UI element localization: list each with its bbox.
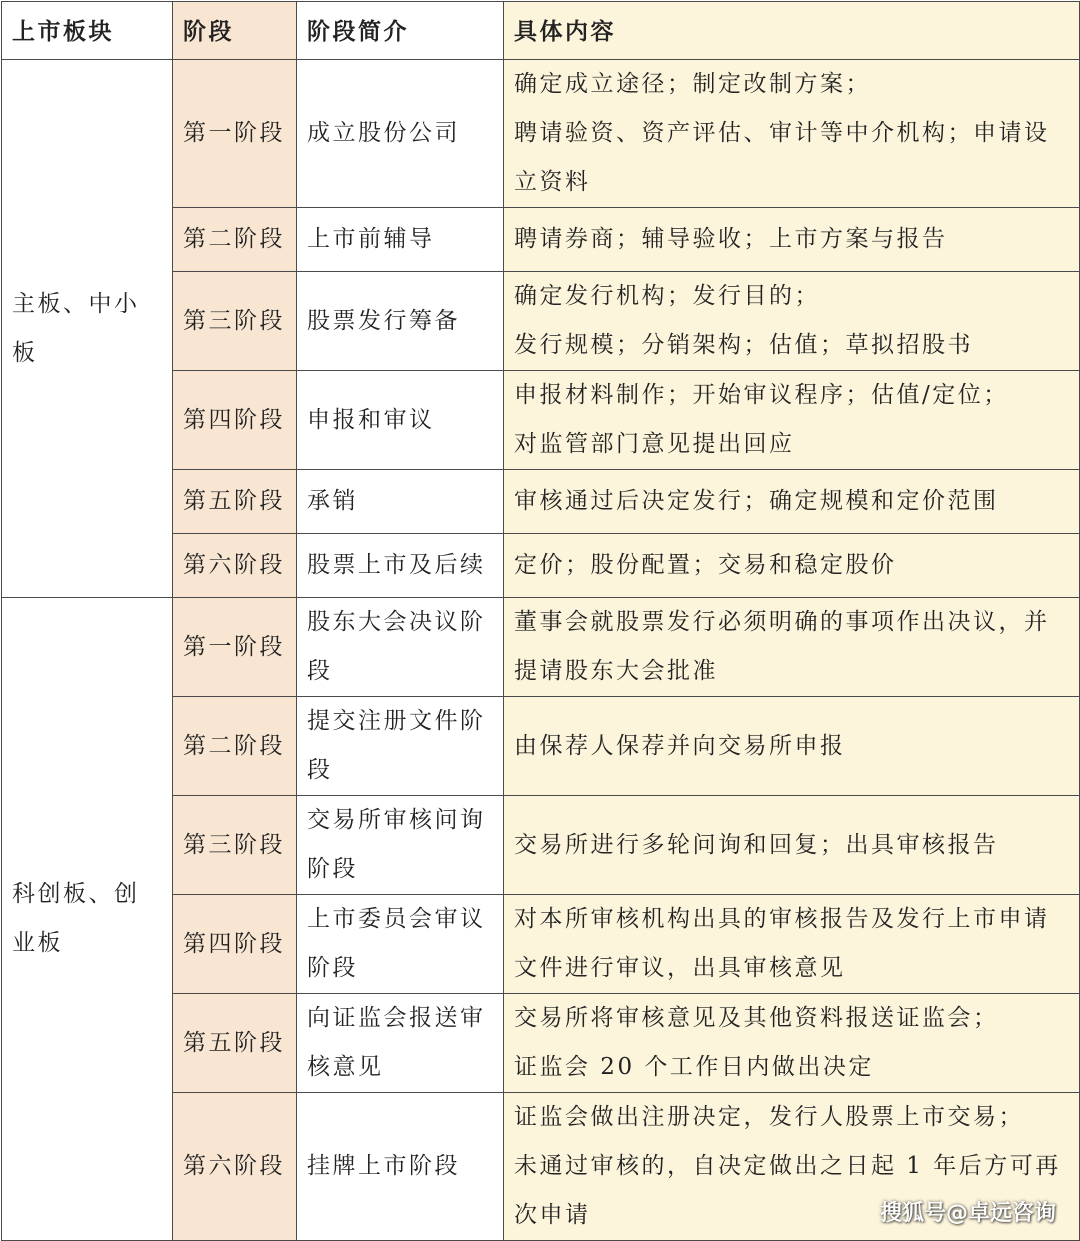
- stage-cell: 第六阶段: [173, 1093, 297, 1241]
- header-detail: 具体内容: [504, 2, 1080, 60]
- detail-line: 未通过审核的，自决定做出之日起 1 年后方可再次申请: [514, 1153, 1061, 1228]
- table-row: [2, 598, 1080, 697]
- intro-cell: 股票发行筹备: [297, 272, 504, 371]
- detail-line: 发行规模；分销架构；估值；草拟招股书: [514, 332, 973, 358]
- stage-cell: 第六阶段: [173, 534, 297, 598]
- detail-cell: [504, 598, 1080, 697]
- table-body: [2, 60, 1080, 1241]
- intro-cell: 上市委员会审议阶段: [297, 895, 504, 994]
- detail-line: 对监管部门意见提出回应: [514, 431, 795, 457]
- detail-cell: [504, 895, 1080, 994]
- detail-line: 交易所将审核意见及其他资料报送证监会；: [514, 1005, 999, 1031]
- detail-cell: [504, 272, 1080, 371]
- stage-cell: 第一阶段: [173, 60, 297, 208]
- detail-line: 确定成立途径；制定改制方案；: [514, 71, 871, 97]
- intro-cell: 成立股份公司: [297, 60, 504, 208]
- detail-cell: [504, 371, 1080, 470]
- stage-cell: 第二阶段: [173, 697, 297, 796]
- watermark: 搜狐号@卓远咨询: [879, 1201, 1056, 1226]
- ipo-stages-table: [1, 1, 1080, 1241]
- intro-cell: 挂牌上市阶段: [297, 1093, 504, 1241]
- intro-cell: 向证监会报送审核意见: [297, 994, 504, 1093]
- intro-cell: 股票上市及后续: [297, 534, 504, 598]
- detail-cell: [504, 60, 1080, 208]
- stage-cell: 第五阶段: [173, 994, 297, 1093]
- header-stage: 阶段: [173, 2, 297, 60]
- intro-cell: 申报和审议: [297, 371, 504, 470]
- detail-line: 证监会做出注册决定，发行人股票上市交易；: [514, 1104, 1024, 1130]
- detail-line: 审核通过后决定发行；确定规模和定价范围: [514, 488, 999, 514]
- detail-cell: [504, 796, 1080, 895]
- stage-cell: 第四阶段: [173, 895, 297, 994]
- table-row: [2, 60, 1080, 208]
- intro-cell: 承销: [297, 470, 504, 534]
- stage-cell: 第三阶段: [173, 272, 297, 371]
- detail-line: 定价；股份配置；交易和稳定股价: [514, 552, 897, 578]
- stage-cell: 第四阶段: [173, 371, 297, 470]
- detail-line: 董事会就股票发行必须明确的事项作出决议，并提请股东大会批准: [514, 609, 1050, 684]
- stage-cell: 第二阶段: [173, 208, 297, 272]
- detail-cell: [504, 697, 1080, 796]
- header-intro: 阶段简介: [297, 2, 504, 60]
- stage-cell: 第三阶段: [173, 796, 297, 895]
- header-board: 上市板块: [2, 2, 173, 60]
- detail-line: 确定发行机构；发行目的；: [514, 283, 820, 309]
- intro-cell: 交易所审核问询阶段: [297, 796, 504, 895]
- detail-cell: [504, 994, 1080, 1093]
- intro-cell: 上市前辅导: [297, 208, 504, 272]
- board-cell: 科创板、创业板: [2, 598, 173, 1241]
- intro-cell: 提交注册文件阶段: [297, 697, 504, 796]
- detail-line: 对本所审核机构出具的审核报告及发行上市申请文件进行审议，出具审核意见: [514, 906, 1050, 981]
- detail-line: 交易所进行多轮问询和回复；出具审核报告: [514, 831, 999, 858]
- detail-cell: [504, 208, 1080, 272]
- detail-line: 聘请验资、资产评估、审计等中介机构；申请设立资料: [514, 120, 1050, 195]
- board-cell: 主板、中小板: [2, 60, 173, 598]
- detail-line: 聘请券商；辅导验收；上市方案与报告: [514, 226, 948, 252]
- stage-cell: 第五阶段: [173, 470, 297, 534]
- intro-cell: 股东大会决议阶段: [297, 598, 504, 697]
- detail-line: 申报材料制作；开始审议程序；估值/定位；: [514, 382, 1009, 408]
- stage-cell: 第一阶段: [173, 598, 297, 697]
- detail-line: 证监会 20 个工作日内做出决定: [514, 1054, 874, 1080]
- detail-cell: [504, 534, 1080, 598]
- detail-cell: [504, 470, 1080, 534]
- detail-line: 由保荐人保荐并向交易所申报: [514, 732, 846, 759]
- header-row: [2, 2, 1080, 60]
